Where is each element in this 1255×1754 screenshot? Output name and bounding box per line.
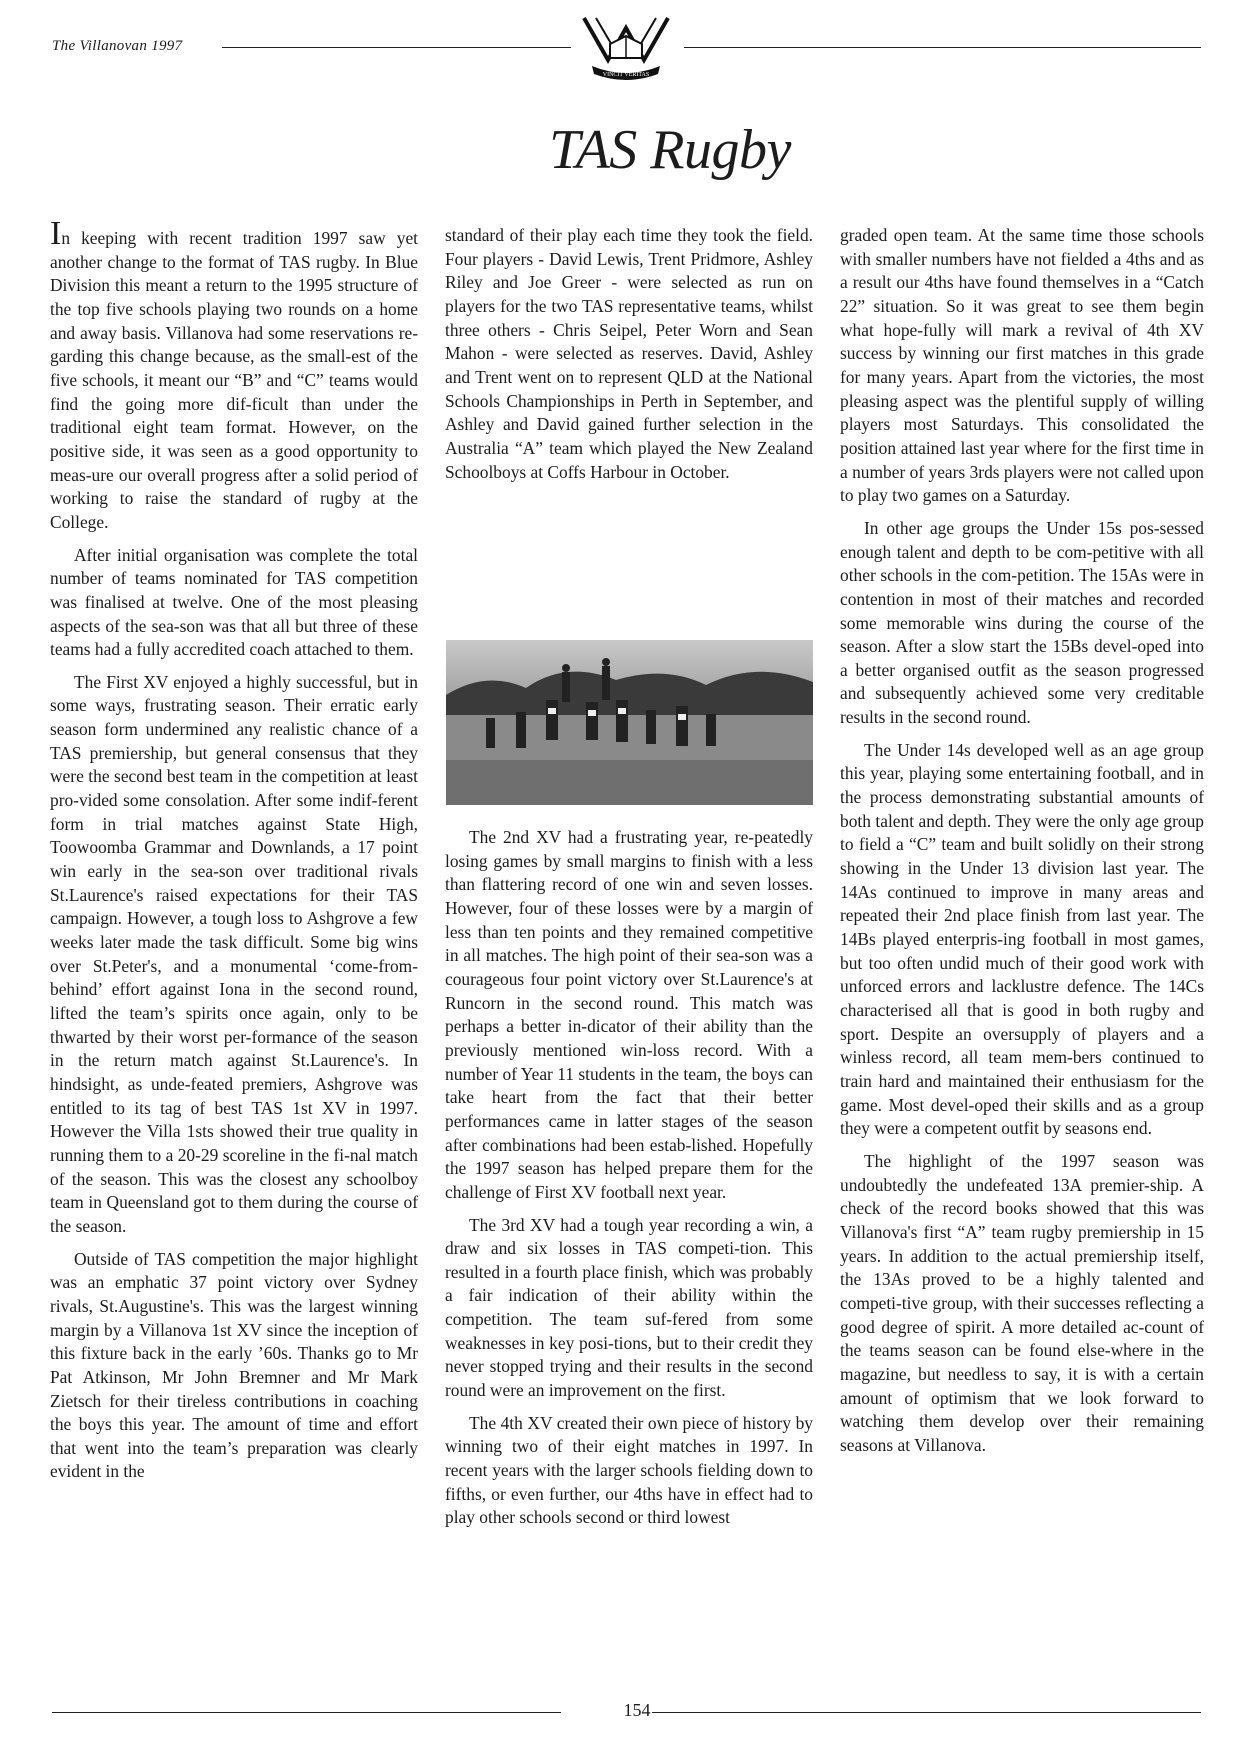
col3-paragraph-2: In other age groups the Under 15s pos-sessed enough talent and depth to be com-petitive with all other schools in the com-petition. The 15As were in contention in most of their matches and recorded some memorable wins during the course of the season. After a slow start the 15Bs devel-oped into a better organised outfit as the season progressed and subsequently achieved some very creditable results in the second round.: [840, 517, 1204, 728]
col2-paragraph-1: standard of their play each time they took the field. Four players - David Lewis, Trent Pridmore, Ashley Riley and Joe Greer - were selected as run on players for the two TAS representative teams, whilst three others - Chris Seipel, Peter Worn and Sean Mahon - were selected as reserves. David, Ashley and Trent went on to represent QLD at the National Schools Championships in Perth in September, and Ashley and David gained further selection in the Australia “A” team which played the New Zealand Schoolboys at Coffs Harbour in October.: [445, 225, 813, 482]
rugby-lineout-photo: [446, 640, 813, 805]
column-3: [840, 224, 1204, 1466]
header-rule-right: [684, 47, 1201, 48]
page-footer: [52, 1700, 1201, 1724]
column-2-bottom: [445, 826, 813, 1539]
publication-title: The Villanovan 1997: [52, 38, 183, 54]
col1-paragraph-1: In keeping with recent tradition 1997 saw yet another change to the format of TAS rugby. In Blue Division this meant a return to the 1995 structure of the top five schools playing two rounds on a home and away basis. Villanova had some reservations re-garding this change because, as the small-est of the five schools, it meant our “B” and “C” teams would find the going more dif-ficult than under the traditional eight team format. However, on the positive side, it was seen as a good opportunity to meas-ure our overall progress after a solid period of working to raise the standard of rugby at the College.: [50, 215, 418, 532]
header-rule-left: [222, 47, 571, 48]
article-title: TAS Rugby: [549, 119, 791, 181]
col3-paragraph-1: graded open team. At the same time those schools with smaller numbers have not fielded a 4ths and as a result our 4ths have found themselves in a “Catch 22” situation. So it was great to see them begin what hope-fully will mark a revival of 4th XV success by winning our first matches in this grade for many years. Apart from the victories, the most pleasing aspect was the plentiful supply of willing players most Saturdays. This consolidated the position attained last year where for the first time in a number of years 3rds players were not called upon to play two games on a Saturday.: [840, 225, 1204, 506]
col1-paragraph-3: The First XV enjoyed a highly successful, but in some ways, frustrating season. Their erratic early season form undermined any realistic chance of a TAS premiership, but general consensus that they were the second best team in the competition at least pro-vided some consolation. After some indif-ferent form in trial matches against State High, Toowoomba Grammar and Downlands, a 17 point win early in the sea-son over traditional rivals St.Laurence's raised expectations for their TAS campaign. However, a tough loss to Ashgrove a few weeks later made the task difficult. Some big wins over St.Peter's, and a monumental ‘come-from-behind’ effort against Iona in the second round, lifted the team’s spirits once again, only to be thwarted by their worst per-formance of the season in the return match against St.Laurence's. In hindsight, as unde-feated premiers, Ashgrove was entitled to its tag of best TAS 1st XV in 1997. However the Villa 1sts showed their true quality in running them to a 20-29 scoreline in the fi-nal match of the season. This was the closest any schoolboy team in Queensland got to them during the course of the season.: [50, 671, 418, 1236]
footer-rule-right: [652, 1712, 1201, 1713]
col3-paragraph-3: The Under 14s developed well as an age group this year, playing some entertaining football, and in the process demonstrating substantial amounts of both talent and depth. They were the only age group to field a “C” team and built solidly on their strong showing in the Under 13 division last year. The 14As continued to improve in many areas and repeated their 2nd place finish from last year. The 14Bs played enterpris-ing football in most games, but too often undid much of their good work with unforced errors and lacklustre defence. The 14Cs characterised all that is good in both rugby and sport. Despite an oversupply of players and a winless record, all team mem-bers continued to train hard and maintained their enthusiasm for the game. Most devel-oped their skills and as a group they were a competent outfit by seasons end.: [840, 739, 1204, 1139]
page-number: 154: [623, 1700, 651, 1720]
col1-paragraph-4: Outside of TAS competition the major highlight was an emphatic 37 point victory over Sydney rivals, St.Augustine's. This was the largest winning margin by a Villanova 1st XV since the inception of this fixture back in the early ’60s. Thanks go to Mr Pat Atkinson, Mr John Bremner and Mr Mark Zietsch for their tireless contributions in coaching the boys this year. The amount of time and effort that went into the team’s preparation was clearly evident in the: [50, 1248, 418, 1482]
column-1: [50, 215, 418, 1493]
footer-rule-left: [52, 1712, 561, 1713]
school-crest-logo: [576, 14, 676, 82]
col1-paragraph-2: After initial organisation was complete the total number of teams nominated for TAS competition was finalised at twelve. One of the most pleasing aspects of the sea-son was that all but three of these teams had a fully accredited coach attached to them.: [50, 544, 418, 660]
column-2-top: [445, 224, 813, 493]
col2-paragraph-4: The 4th XV created their own piece of history by winning two of their eight matches in 1997. In recent years with the larger schools fielding down to fifths, or even further, our 4ths have in effect had to play other schools second or third lowest: [445, 1412, 813, 1528]
svg-text:VINCIT VERITAS: VINCIT VERITAS: [602, 72, 650, 78]
page-header: [52, 18, 1201, 88]
col2-paragraph-2: The 2nd XV had a frustrating year, re-peatedly losing games by small margins to finish with a less than flattering record of one win and seven losses. However, four of these losses were by a margin of less than ten points and they remained competitive in all matches. The high point of their sea-son was a courageous four point victory over St.Laurence's at Runcorn in the second round. This match was perhaps a better in-dicator of their ability than the previously mentioned win-loss record. With a number of Year 11 students in the team, the boys can take heart from the fact that their better performances came in latter stages of the season after combinations had been estab-lished. Hopefully the 1997 season has helped prepare them for the challenge of First XV football next year.: [445, 827, 813, 1202]
drop-cap-letter: I: [50, 215, 62, 252]
col2-paragraph-3: The 3rd XV had a tough year recording a win, a draw and six losses in TAS competi-tion. This resulted in a fourth place finish, which was probably a fair indication of their ability within the competition. The team suf-fered from some weaknesses in key posi-tions, but to their credit they never stopped trying and their results in the second round were an improvement on the first.: [445, 1214, 813, 1401]
col3-paragraph-4: The highlight of the 1997 season was undoubtedly the undefeated 13A premier-ship. A check of the record books showed that this was Villanova's first “A” team rugby premiership in 15 years. In addition to the actual premiership itself, the 13As proved to be a highly talented and competi-tive group, with their successes reflecting a good degree of spirit. A more detailed ac-count of the teams season can be found else-where in the magazine, but needless to say, it is with a certain amount of optimism that we look forward to watching them develop over their remaining seasons at Villanova.: [840, 1150, 1204, 1455]
rugby-photo-illustration: [446, 640, 813, 805]
